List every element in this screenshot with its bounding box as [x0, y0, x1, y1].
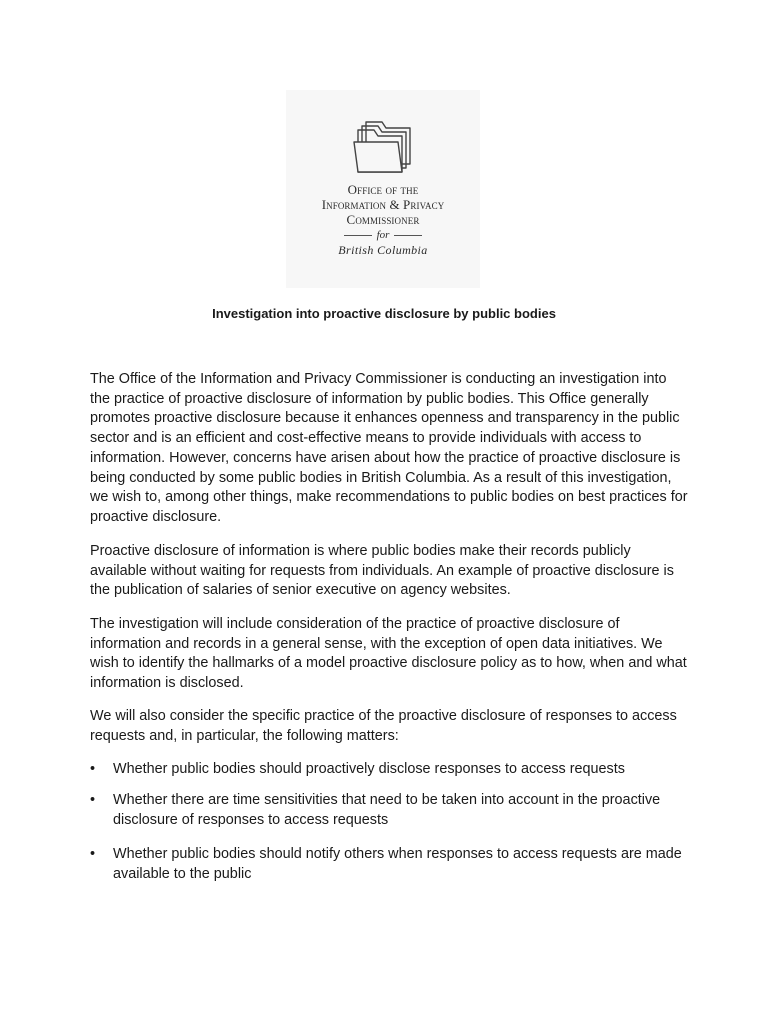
logo-text-line: British Columbia [338, 243, 428, 257]
document-title: Investigation into proactive disclosure by public bodies [212, 306, 556, 321]
bullet-marker: • [90, 761, 96, 777]
oipc-logo [286, 90, 480, 288]
logo-for-line [286, 229, 480, 241]
bullet-item [90, 791, 690, 830]
logo-text-line: Commissioner [346, 212, 420, 227]
paragraph: Proactive disclosure of information is where public bodies make their records publicly available without waiting for requests from individuals. An example of proactive disclosure is the publication of salaries of senior executive on agency websites. [90, 543, 674, 599]
paragraph: We will also consider the specific practice of the proactive disclosure of responses to access requests and, in particular, the following matters: [90, 708, 677, 744]
bullet-text: Whether there are time sensitivities that need to be taken into account in the proactive disclosure of responses to access requests [113, 792, 661, 828]
paragraph: The Office of the Information and Privacy Commissioner is conducting an investigation into the practice of proactive disclosure of information by public bodies. This Office generally promotes proactive disclosure because it enhances openness and transparency in the public sector and is an efficient and cost-effective means to provide individuals with access to information. However, concerns have arisen about how the practice of proactive disclosure is being conducted by some public bodies in British Columbia. As a result of this investigation, we wish to, among other things, make recommendations to public bodies on best practices for proactive disclosure. [90, 371, 688, 525]
bullet-text: Whether public bodies should proactively disclose responses to access requests [113, 761, 625, 777]
logo-text-line: Information & Privacy [321, 197, 445, 212]
logo-rule [344, 235, 372, 236]
logo-for-text: for [376, 229, 390, 241]
bullet-item [90, 845, 690, 884]
logo-rule [394, 235, 422, 236]
logo-text-line: Office of the [347, 182, 419, 197]
folder-icon [352, 120, 414, 174]
bullet-marker: • [90, 846, 96, 862]
bullet-marker: • [90, 792, 96, 808]
paragraph: The investigation will include consideration of the practice of proactive disclosure of information and records in a general sense, with the exception of open data initiatives. We wish to identify the hallmarks of a model proactive disclosure policy as to how, when and what information is disclosed. [90, 616, 687, 692]
bullet-text: Whether public bodies should notify others when responses to access requests are made available to the public [113, 846, 682, 882]
bullet-item [90, 760, 690, 780]
